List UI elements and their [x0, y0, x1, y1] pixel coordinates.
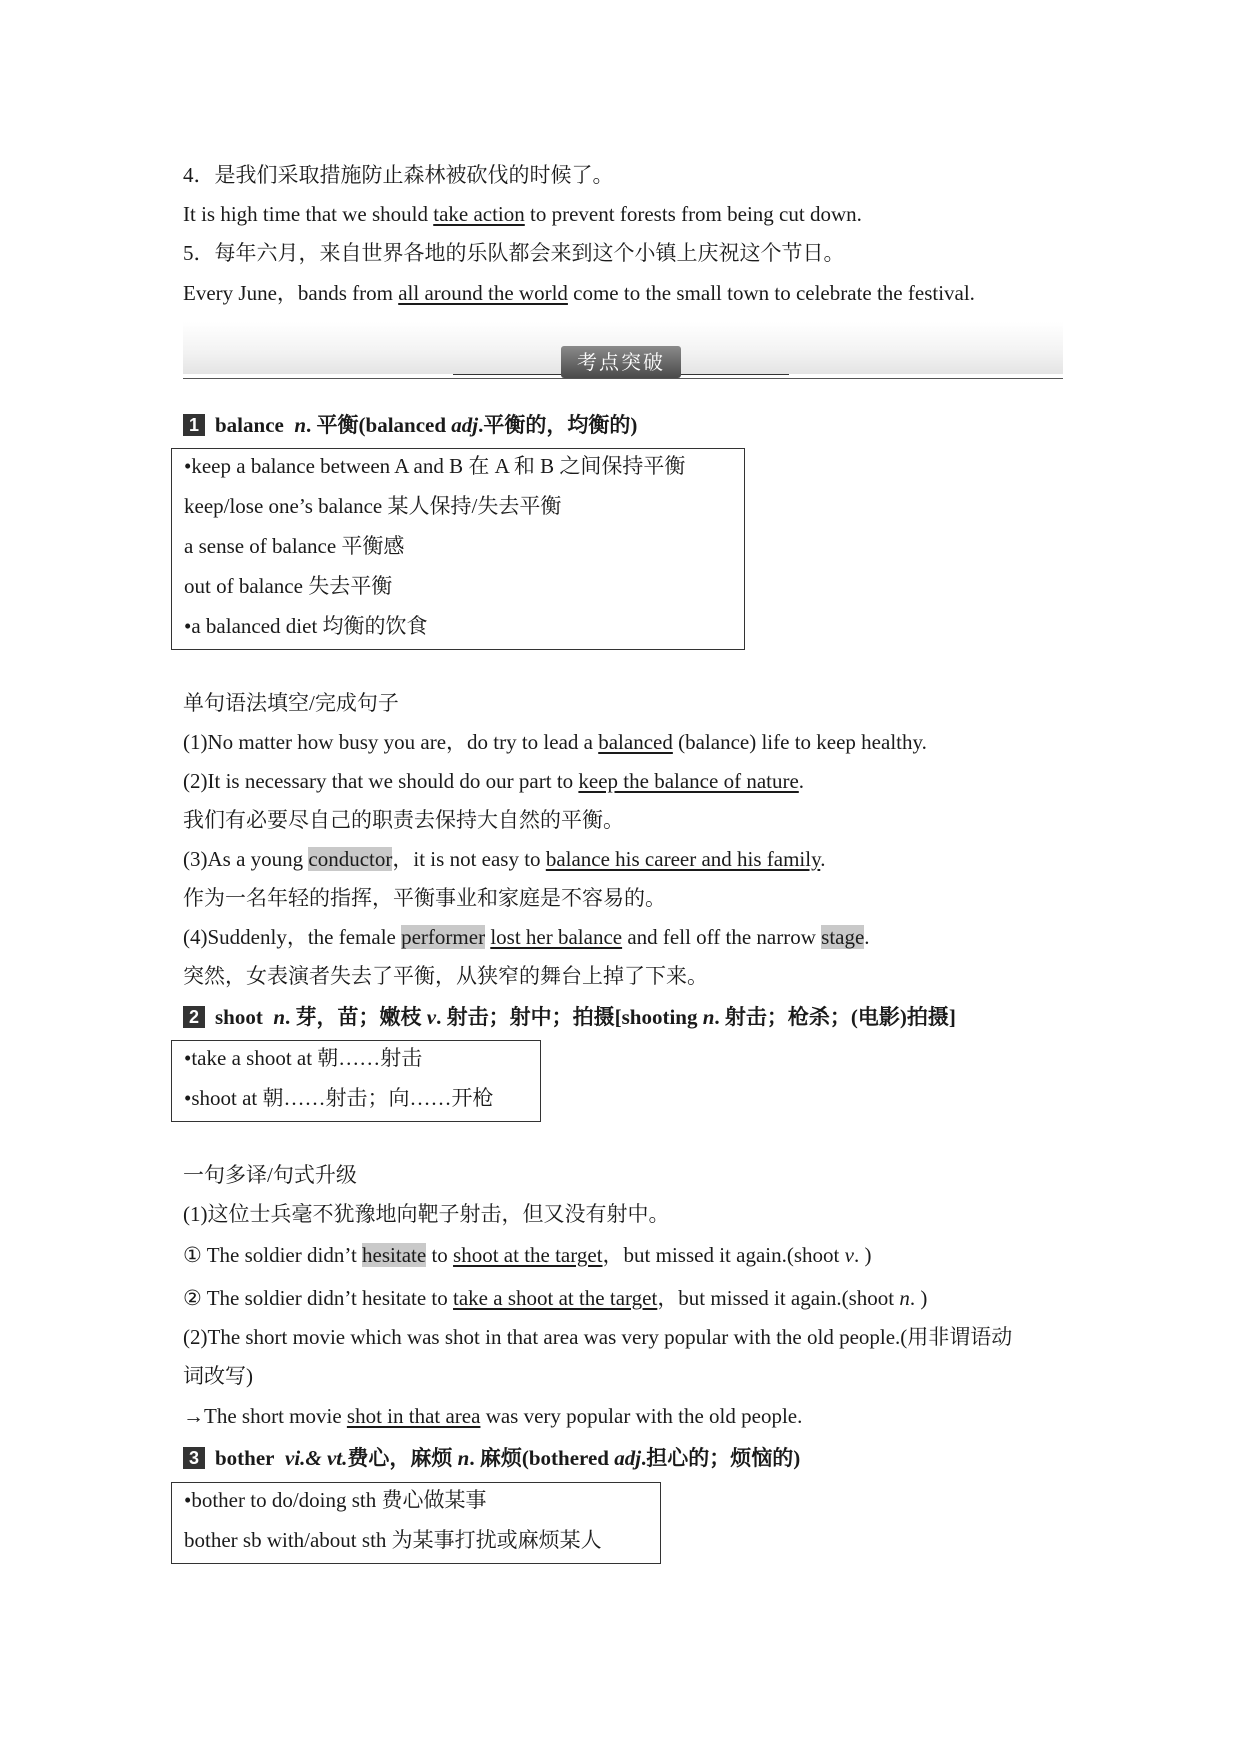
question-3-translation: 作为一名年轻的指挥，平衡事业和家庭是不容易的。	[183, 886, 666, 910]
question-2-translation: 我们有必要尽自己的职责去保持大自然的平衡。	[183, 808, 624, 832]
phrase-item: keep/lose one’s balance 某人保持/失去平衡	[184, 494, 562, 518]
exercise-title: 单句语法填空/完成句子	[183, 691, 399, 715]
answer-blank: lost her balance	[490, 925, 623, 949]
answer-blank: balance his career and his family	[545, 847, 821, 871]
answer-blank: all around the world	[398, 281, 568, 305]
exercise-title: 一句多译/句式升级	[183, 1163, 357, 1187]
question-1: (1)No matter how busy you are，do try to lead a balanced (balance) life to keep healthy.	[183, 730, 927, 754]
phrase-item: •keep a balance between A and B 在 A 和 B 之间保持平衡	[184, 454, 686, 478]
phrase-item: •a balanced diet 均衡的饮食	[184, 614, 428, 638]
question-4: (4)Suddenly，the female performer lost her balance and fell off the narrow stage.	[183, 925, 870, 949]
question-4-translation: 突然，女表演者失去了平衡，从狭窄的舞台上掉了下来。	[183, 964, 708, 988]
highlighted-word: conductor	[308, 847, 393, 871]
sentence-5-english: Every June，bands from all around the world come to the small town to celebrate the festival.	[183, 281, 975, 305]
answer-blank: take a shoot at the target	[453, 1286, 658, 1310]
banner-title: 考点突破	[561, 346, 681, 378]
highlighted-word: performer	[401, 925, 486, 949]
question-1-answer-a: ① The soldier didn’t hesitate to shoot at the target，but missed it again.(shoot v. )	[183, 1243, 872, 1267]
phrase-item: •shoot at 朝……射击；向……开枪	[184, 1086, 494, 1110]
section-2-heading: 2 shoot n. 芽，苗；嫩枝 v. 射击；射中；拍摄[shooting n. 射击；枪杀；(电影)拍摄]	[183, 1002, 956, 1032]
question-3: (3)As a young conductor，it is not easy to balance his career and his family.	[183, 847, 826, 871]
section-banner	[183, 322, 1063, 382]
sentence-4-chinese: 4．是我们采取措施防止森林被砍伐的时候了。	[183, 163, 614, 187]
answer-blank: shot in that area	[346, 1404, 481, 1428]
section-number-badge: 3	[183, 1447, 205, 1469]
question-2: (2)The short movie which was shot in that area was very popular with the old people.(用非谓语动	[183, 1325, 1013, 1349]
phrase-box	[171, 1482, 661, 1564]
phrase-box	[171, 448, 745, 650]
question-1-answer-b: ② The soldier didn’t hesitate to take a shoot at the target，but missed it again.(shoot n. )	[183, 1286, 928, 1310]
section-3-heading: 3 bother vi.& vt.费心，麻烦 n. 麻烦(bothered adj.担心的；烦恼的)	[183, 1443, 800, 1473]
phrase-box	[171, 1040, 541, 1122]
question-2-continued: 词改写)	[183, 1364, 253, 1388]
phrase-item: •take a shoot at 朝……射击	[184, 1046, 423, 1070]
sentence-4-english: It is high time that we should take action to prevent forests from being cut down.	[183, 202, 862, 226]
phrase-item: bother sb with/about sth 为某事打扰或麻烦某人	[184, 1528, 602, 1552]
answer-blank: take action	[433, 202, 525, 226]
question-1: (1)这位士兵毫不犹豫地向靶子射击，但又没有射中。	[183, 1202, 670, 1226]
highlighted-word: stage	[821, 925, 865, 949]
phrase-item: •bother to do/doing sth 费心做某事	[184, 1488, 487, 1512]
section-number-badge: 2	[183, 1006, 205, 1028]
sentence-5-chinese: 5．每年六月，来自世界各地的乐队都会来到这个小镇上庆祝这个节日。	[183, 241, 845, 265]
phrase-item: a sense of balance 平衡感	[184, 534, 405, 558]
answer-blank: keep the balance of nature	[578, 769, 799, 793]
answer-blank: shoot at the target	[453, 1243, 603, 1267]
section-1-heading: 1 balance n. 平衡(balanced adj.平衡的，均衡的)	[183, 410, 637, 440]
question-2-answer: →The short movie shot in that area was very popular with the old people.	[183, 1404, 803, 1428]
answer-blank: balanced	[598, 730, 673, 754]
phrase-item: out of balance 失去平衡	[184, 574, 393, 598]
section-number-badge: 1	[183, 414, 205, 436]
question-2: (2)It is necessary that we should do our part to keep the balance of nature.	[183, 769, 805, 793]
highlighted-word: hesitate	[362, 1243, 427, 1267]
